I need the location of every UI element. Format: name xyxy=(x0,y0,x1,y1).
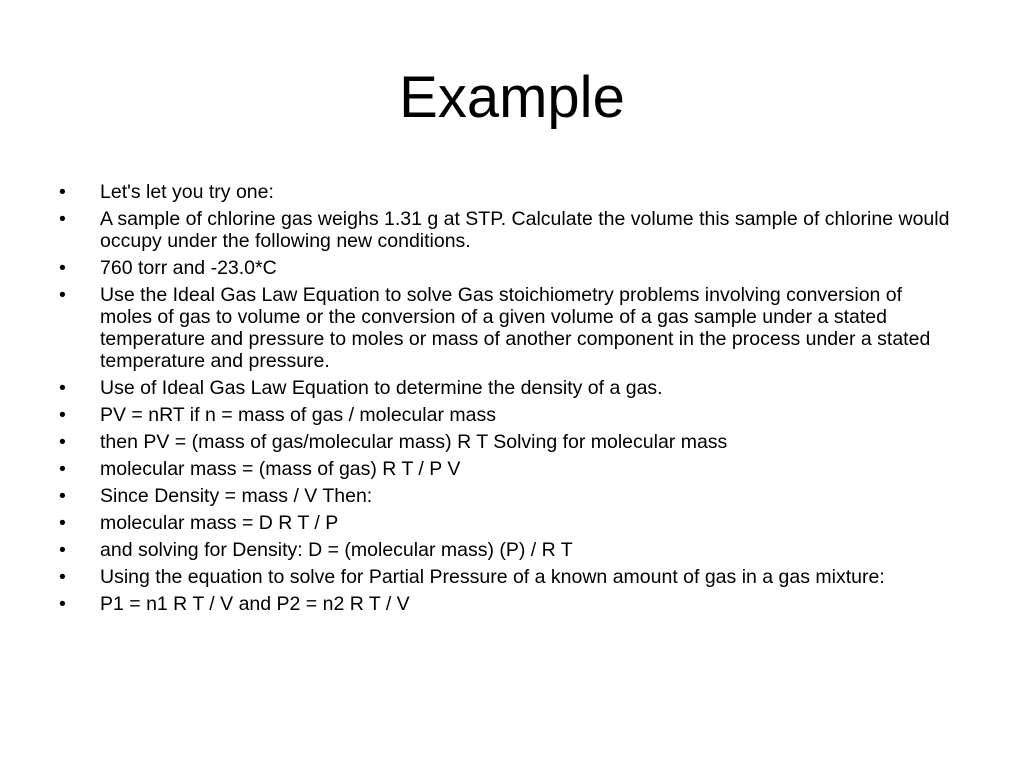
bullet-item xyxy=(59,485,959,507)
bullet-dot-icon: • xyxy=(59,284,66,306)
bullet-list xyxy=(59,181,959,620)
bullet-item xyxy=(59,377,959,399)
bullet-dot-icon: • xyxy=(59,431,66,453)
bullet-text: Use the Ideal Gas Law Equation to solve Gas stoichiometry problems involving conversion of moles of gas to volume or the conversion of a given volume of a gas sample under a stated temperature and pressure to moles or mass of another component in the process under a stated temperature and pressure. xyxy=(100,284,931,372)
bullet-text: PV = nRT if n = mass of gas / molecular mass xyxy=(100,404,496,426)
bullet-text: then PV = (mass of gas/molecular mass) R T Solving for molecular mass xyxy=(100,431,728,453)
bullet-text: Use of Ideal Gas Law Equation to determine the density of a gas. xyxy=(100,377,663,399)
bullet-dot-icon: • xyxy=(59,566,66,588)
bullet-item xyxy=(59,458,959,480)
bullet-item xyxy=(59,257,959,279)
bullet-text: molecular mass = (mass of gas) R T / P V xyxy=(100,458,461,480)
bullet-text: A sample of chlorine gas weighs 1.31 g at STP. Calculate the volume this sample of chlorine would occupy under the following new conditions. xyxy=(100,208,950,252)
bullet-dot-icon: • xyxy=(59,458,66,480)
bullet-item xyxy=(59,512,959,534)
bullet-dot-icon: • xyxy=(59,377,66,399)
bullet-item xyxy=(59,404,959,426)
bullet-item xyxy=(59,593,959,615)
bullet-dot-icon: • xyxy=(59,181,66,203)
slide-title: Example xyxy=(399,65,625,130)
bullet-text: Using the equation to solve for Partial Pressure of a known amount of gas in a gas mixture: xyxy=(100,566,885,588)
bullet-item xyxy=(59,181,959,203)
bullet-text: 760 torr and -23.0*C xyxy=(100,257,277,279)
bullet-dot-icon: • xyxy=(59,404,66,426)
bullet-text: molecular mass = D R T / P xyxy=(100,512,339,534)
bullet-dot-icon: • xyxy=(59,539,66,561)
bullet-dot-icon: • xyxy=(59,208,66,230)
bullet-text: and solving for Density: D = (molecular mass) (P) / R T xyxy=(100,539,573,561)
bullet-text: Let's let you try one: xyxy=(100,181,274,203)
bullet-dot-icon: • xyxy=(59,257,66,279)
bullet-text: P1 = n1 R T / V and P2 = n2 R T / V xyxy=(100,593,410,615)
bullet-dot-icon: • xyxy=(59,593,66,615)
bullet-item xyxy=(59,208,959,252)
bullet-dot-icon: • xyxy=(59,485,66,507)
bullet-text: Since Density = mass / V Then: xyxy=(100,485,373,507)
bullet-item xyxy=(59,539,959,561)
bullet-item xyxy=(59,566,959,588)
bullet-dot-icon: • xyxy=(59,512,66,534)
bullet-item xyxy=(59,284,959,372)
bullet-item xyxy=(59,431,959,453)
